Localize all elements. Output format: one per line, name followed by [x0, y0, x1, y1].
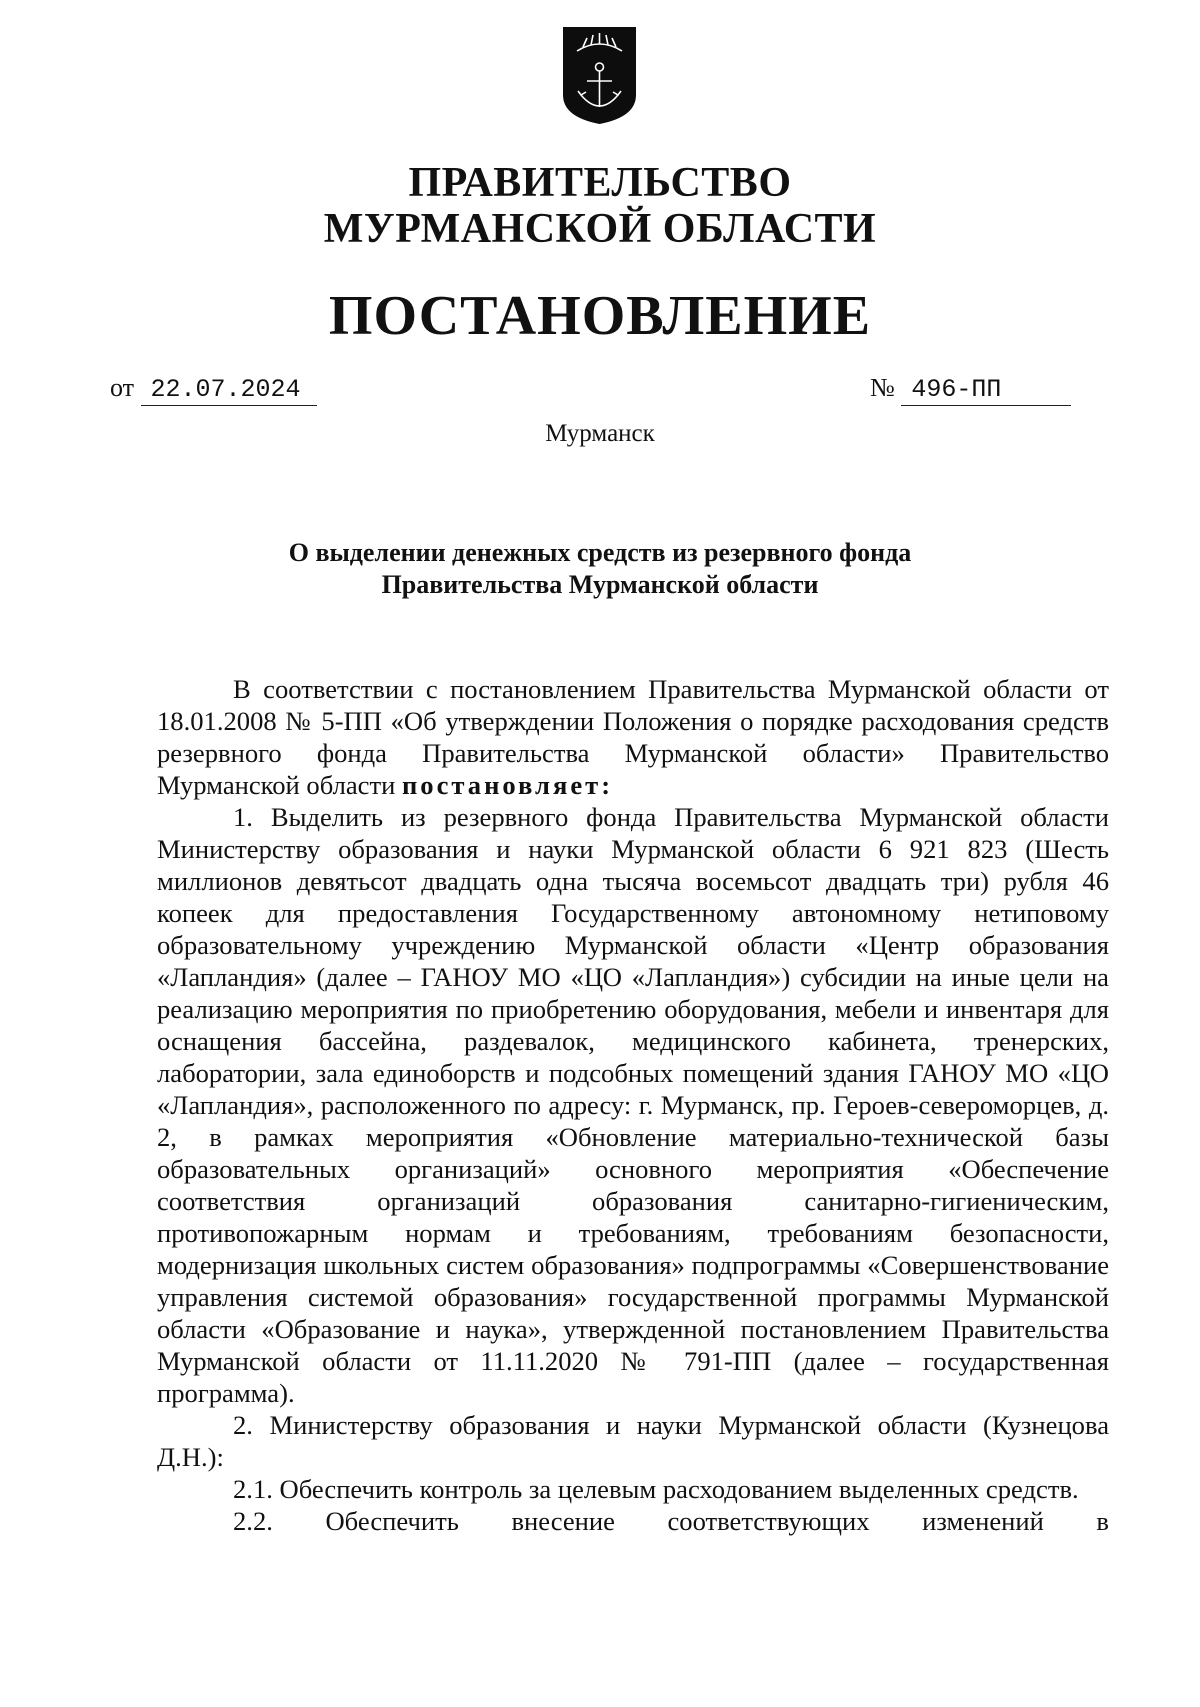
document-number — [870, 373, 1071, 406]
document-subject — [150, 537, 1050, 601]
number-prefix: № — [870, 373, 895, 402]
government-title-line2: МУРМАНСКОЙ ОБЛАСТИ — [323, 206, 877, 252]
paragraph-1: 1. Выделить из резервного фонда Правительства Мурманской области Министерству образования и науки Мурманской области 6 921 823 (Шесть миллионов девятьсот двадцать одна тысяча восемьсот двадцать три) рубля 46 копеек для предоставления Государственному автономному нетиповому образовательному учреждению Мурманской области «Центр образования «Лапландия» (далее – ГАНОУ МО «ЦО «Лапландия») субсидии на иные цели на реализацию мероприятия по приобретению оборудования, мебели и инвентаря для оснащения бассейна, раздевалок, медицинского кабинета, тренерских, лаборатории, зала единоборств и подсобных помещений здания ГАНОУ МО «ЦО «Лапландия», расположенного по адресу: г. Мурманск, пр. Героев-североморцев, д. 2, в рамках мероприятия «Обновление материально-технической базы образовательных организаций» основного мероприятия «Обеспечение соответствия организаций образования санитарно-гигиеническим, противопожарным нормам и требованиям, требованиям безопасности, модернизация школьных систем образования» подпрограммы «Совершенствование управления системой образования» государственной программы Мурманской области «Образование и наука», утвержденной постановлением Правительства Мурманской области от 11.11.2020 № 791-ПП (далее – государственная программа). — [157, 802, 1109, 1408]
government-title — [0, 160, 1200, 252]
resolves-word: постановляет: — [401, 770, 614, 800]
subject-line2: Правительства Мурманской области — [381, 570, 819, 599]
document-body — [157, 673, 1109, 1537]
paragraph-2: 2. Министерству образования и науки Мурманской области (Кузнецова Д.Н.): — [157, 1410, 1109, 1472]
number-value: 496-ПП — [901, 375, 1071, 406]
government-title-line1: ПРАВИТЕЛЬСТВО — [408, 160, 792, 206]
date-value: 22.07.2024 — [141, 375, 317, 406]
city: Мурманск — [545, 420, 655, 447]
subject-line1: О выделении денежных средств из резервного фонда — [288, 538, 912, 567]
paragraph-2-2: 2.2. Обеспечить внесение соответствующих изменений в — [233, 1506, 1109, 1536]
date-prefix: от — [110, 373, 135, 402]
document-type: ПОСТАНОВЛЕНИЕ — [328, 285, 872, 347]
preamble-text: В соответствии с постановлением Правительства Мурманской области от 18.01.2008 № 5-ПП «Об утверждении Положения о порядке расходования средств резервного фонда Правительства Мурманской области» Правительство Мурманской области — [157, 674, 1109, 800]
document-date — [110, 373, 317, 406]
paragraph-2-1: 2.1. Обеспечить контроль за целевым расходованием выделенных средств. — [233, 1474, 1079, 1504]
coat-of-arms-icon — [561, 25, 638, 125]
preamble-paragraph — [157, 673, 1109, 801]
